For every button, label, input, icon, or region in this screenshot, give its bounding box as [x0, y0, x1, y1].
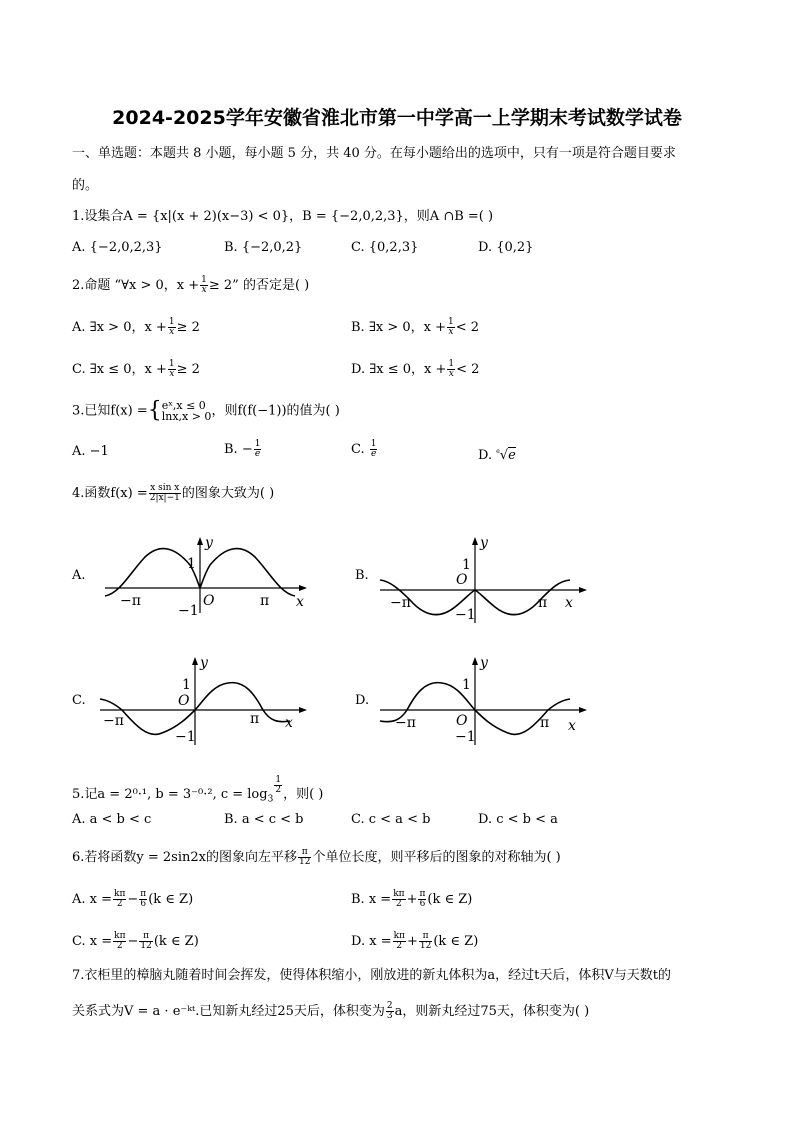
neg-one-label: −1: [455, 729, 476, 745]
x-label: x: [568, 718, 576, 734]
q5-num: 5.: [72, 787, 85, 802]
q2-frac-den: x: [201, 285, 207, 295]
q1-option-c[interactable]: C. {0,2,3}: [351, 240, 419, 255]
q3-text-pre: 已知f(x) =: [84, 403, 148, 419]
q2-d-post: < 2: [456, 362, 480, 377]
q6-text-pre: 若将函数y = 2sin2x的图象向左平移: [84, 850, 297, 865]
q5-frac-num: 1: [275, 775, 282, 785]
q6-a-frac1-num: kπ: [114, 889, 126, 899]
x-arrow-icon: [579, 587, 587, 593]
q6-option-d[interactable]: [351, 932, 478, 951]
q6-a-frac2-den: 6: [140, 899, 147, 909]
graph-a[interactable]: [100, 535, 310, 619]
q5-fraction: [274, 776, 282, 795]
q6-a-frac2: [139, 890, 147, 909]
q2-c-frac: [168, 360, 176, 379]
q6-c-post: (k ∈ Z): [153, 934, 199, 949]
q6-b-pre: B. x =: [351, 892, 392, 907]
q3-text-post: ，则f(f(−1))的值为( ): [211, 403, 340, 419]
neg-one-label: −1: [455, 607, 476, 623]
question-6-stem: [72, 848, 561, 867]
q7-frac-num: 2: [386, 1001, 393, 1011]
one-label: 1: [187, 556, 196, 572]
q3-d-root-index: e: [496, 448, 500, 455]
q2-d-frac-num: 1: [448, 359, 455, 369]
q2-frac-num: 1: [201, 275, 207, 285]
q2-b-frac: [447, 318, 455, 337]
q6-d-frac1-den: 2: [396, 941, 403, 951]
page-title: 2024-2025学年安徽省淮北市第一中学高一上学期末考试数学试卷: [112, 107, 682, 129]
q6-c-pre: C. x =: [72, 934, 113, 949]
q3-b-frac: [254, 440, 262, 459]
section-heading: 一、单选题：本题共 8 小题，每小题 5 分，共 40 分。在每小题给出的选项中，只有一项是符合题目要求: [72, 146, 676, 161]
q3-c-frac-num: 1: [370, 439, 377, 449]
q6-option-a[interactable]: [72, 890, 193, 909]
q3-num: 3.: [72, 403, 85, 419]
q6-a-frac1-den: 2: [116, 899, 123, 909]
q4-text-post: 的图象大致为( ): [181, 486, 275, 501]
origin-label: O: [456, 713, 468, 729]
q6-b-frac2-num: π: [419, 889, 426, 899]
q2-d-frac-den: x: [448, 369, 454, 379]
question-7-line-2: [72, 1002, 589, 1021]
q5-option-b[interactable]: B. a < c < b: [224, 812, 304, 827]
q3-d-radical: √: [499, 448, 509, 463]
q2-c-post: ≥ 2: [176, 362, 200, 377]
q7-num: 7.: [72, 968, 85, 983]
q3-option-d[interactable]: [478, 444, 516, 464]
y-label: y: [480, 655, 488, 671]
q2-b-post: < 2: [455, 320, 480, 335]
q6-d-pre: D. x =: [351, 934, 392, 949]
y-label: y: [200, 655, 208, 671]
q2-a-post: ≥ 2: [176, 320, 200, 335]
q2-a-frac-den: x: [169, 327, 175, 337]
q6-b-frac1-num: kπ: [393, 889, 405, 899]
q3-cases: [162, 400, 212, 422]
graph-c[interactable]: [100, 655, 310, 747]
q6-c-op: −: [127, 934, 139, 949]
q1-text: 设集合A = {x|(x + 2)(x−3) < 0}，B = {−2,0,2,3}，则A ∩B =( ): [84, 209, 494, 224]
origin-label: O: [456, 572, 468, 588]
q7-text-2-pre: 关系式为V = a · e⁻ᵏᵗ.已知新丸经过25天后，体积变为: [72, 1004, 385, 1019]
one-label: 1: [462, 557, 471, 573]
q6-num: 6.: [72, 850, 85, 865]
q6-frac-num: π: [298, 848, 311, 858]
x-label: x: [565, 595, 573, 611]
q3-c-frac-den: e: [370, 449, 377, 459]
y-arrow-icon: [192, 657, 198, 665]
q7-fraction: [386, 1002, 394, 1021]
q7-frac-den: 3: [386, 1011, 393, 1021]
graph-b[interactable]: [380, 535, 590, 625]
q5-text-post: ，则( ): [283, 787, 324, 802]
q5-option-c[interactable]: C. c < a < b: [351, 812, 431, 827]
question-1-stem: [72, 209, 493, 225]
q6-b-frac1: [392, 890, 405, 909]
origin-label: O: [203, 593, 215, 609]
q6-option-c[interactable]: [72, 932, 199, 951]
x-arrow-icon: [299, 707, 307, 713]
neg-pi-label: −π: [390, 595, 411, 611]
q3-left-brace: {: [147, 398, 162, 423]
question-5-stem: [72, 776, 323, 808]
y-arrow-icon: [472, 537, 478, 545]
q2-text-pre: 命题 “∀x > 0，x +: [84, 278, 200, 293]
q3-b-pre: B. −: [224, 442, 253, 457]
q2-fraction: [200, 276, 208, 295]
q7-text-2-post: a，则新丸经过75天，体积变为( ): [394, 1004, 590, 1019]
neg-pi-label: −π: [395, 715, 416, 731]
q6-d-frac1: [393, 932, 406, 951]
q6-c-frac1-den: 2: [116, 941, 123, 951]
x-arrow-icon: [299, 585, 307, 591]
q2-text-post: ≥ 2” 的否定是( ): [208, 278, 310, 293]
q3-option-c[interactable]: [351, 440, 378, 459]
x-label: x: [296, 594, 304, 610]
q4-option-d-label[interactable]: D.: [355, 693, 370, 708]
q6-frac-den: 12: [298, 857, 311, 867]
q7-text-1: 衣柜里的樟脑丸随着时间会挥发，使得体积缩小，刚放进的新丸体积为a，经过t天后，体积V与天数t的: [84, 968, 671, 983]
q6-c-frac1-num: kπ: [114, 931, 126, 941]
q6-fraction: [298, 848, 311, 867]
x-label: x: [285, 715, 293, 731]
q6-d-frac1-num: kπ: [393, 931, 405, 941]
q2-a-frac-num: 1: [168, 317, 175, 327]
q2-b-frac-den: x: [448, 327, 454, 337]
q6-a-frac2-num: π: [140, 889, 147, 899]
q1-num: 1.: [72, 209, 85, 224]
q3-c-frac: [370, 440, 378, 459]
q2-option-b[interactable]: [351, 318, 479, 337]
one-label: 1: [462, 677, 471, 693]
q2-a-pre: A. ∃x > 0，x +: [72, 320, 167, 335]
q3-b-frac-num: 1: [254, 439, 261, 449]
q3-d-radicand: e: [508, 448, 516, 463]
q6-a-frac1: [113, 890, 126, 909]
question-4-stem: [72, 484, 274, 503]
y-arrow-icon: [472, 657, 478, 665]
q6-b-frac1-den: 2: [396, 899, 402, 909]
neg-one-label: −1: [178, 603, 199, 619]
q6-b-frac2: [418, 890, 426, 909]
q6-b-op: +: [406, 892, 418, 907]
q4-option-a-label[interactable]: A.: [72, 568, 86, 583]
question-3-stem: [72, 400, 340, 422]
one-label: 1: [182, 677, 191, 693]
q6-d-post: (k ∈ Z): [433, 934, 479, 949]
q4-frac-den: 2|x|−1: [149, 493, 180, 503]
q5-option-a[interactable]: A. a < b < c: [72, 812, 152, 827]
q6-c-frac1: [113, 932, 126, 951]
q5-text: 记a = 2⁰·¹, b = 3⁻⁰·², c = log: [84, 787, 268, 802]
q3-c-pre: C.: [351, 442, 369, 457]
q4-text-pre: 函数f(x) =: [84, 486, 148, 501]
origin-label: O: [178, 693, 190, 709]
y-label: y: [205, 535, 213, 551]
q6-d-frac2-num: π: [419, 932, 432, 942]
q1-option-d[interactable]: D. {0,2}: [478, 240, 534, 255]
q6-b-post: (k ∈ Z): [427, 892, 473, 907]
graph-d[interactable]: [380, 655, 590, 747]
q4-frac-num: x sin x: [150, 483, 180, 493]
q1-option-a[interactable]: A. {−2,0,2,3}: [72, 240, 163, 255]
neg-one-label: −1: [175, 729, 196, 745]
q6-b-frac2-den: 6: [419, 899, 426, 909]
q3-case-1: eˣ,x ≤ 0: [161, 399, 206, 412]
q4-num: 4.: [72, 486, 85, 501]
y-arrow-icon: [197, 537, 203, 545]
q2-d-pre: D. ∃x ≤ 0，x +: [351, 362, 447, 377]
q6-a-pre: A. x =: [72, 892, 113, 907]
q2-b-pre: B. ∃x > 0，x +: [351, 320, 446, 335]
q6-c-frac2-num: π: [139, 932, 152, 942]
neg-pi-label: −π: [120, 593, 141, 609]
section-heading-cont: 的。: [72, 178, 99, 193]
q2-c-pre: C. ∃x ≤ 0，x +: [72, 362, 167, 377]
pi-label: π: [260, 593, 270, 609]
q3-option-a[interactable]: A. −1: [72, 444, 109, 459]
q5-option-d[interactable]: D. c < b < a: [478, 812, 558, 827]
q3-option-b[interactable]: [224, 440, 262, 459]
q6-a-post: (k ∈ Z): [148, 892, 194, 907]
q4-option-b-label[interactable]: B.: [355, 568, 369, 583]
q2-option-a[interactable]: [72, 318, 200, 337]
q2-option-c[interactable]: [72, 360, 200, 379]
y-label: y: [480, 535, 488, 551]
q6-d-frac2-den: 12: [419, 941, 432, 951]
q5-log-base: 3: [267, 794, 274, 805]
question-2-stem: [72, 276, 309, 295]
q1-option-b[interactable]: B. {−2,0,2}: [224, 240, 303, 255]
q2-a-frac: [168, 318, 176, 337]
question-7-line-1: [72, 968, 671, 984]
q4-option-c-label[interactable]: C.: [72, 693, 86, 708]
q2-b-frac-num: 1: [448, 317, 454, 327]
q5-frac-den: 2: [275, 785, 282, 795]
q2-d-frac: [447, 360, 455, 379]
q3-b-frac-den: e: [254, 449, 261, 459]
pi-label: π: [250, 711, 260, 727]
neg-pi-label: −π: [103, 713, 124, 729]
q3-case-2: lnx,x > 0: [161, 410, 212, 423]
q2-c-frac-num: 1: [168, 359, 175, 369]
q6-text-post: 个单位长度，则平移后的图象的对称轴为( ): [312, 850, 561, 865]
x-arrow-icon: [579, 707, 587, 713]
q6-c-frac2: [139, 932, 152, 951]
q4-fraction: [149, 484, 181, 503]
q2-num: 2.: [72, 278, 85, 293]
pi-label: π: [540, 715, 550, 731]
q3-d-pre: D.: [478, 448, 497, 463]
q2-c-frac-den: x: [169, 369, 175, 379]
q6-a-op: −: [127, 892, 139, 907]
q6-d-op: +: [406, 934, 418, 949]
q6-option-b[interactable]: [351, 890, 472, 909]
q6-c-frac2-den: 12: [140, 941, 152, 951]
q2-option-d[interactable]: [351, 360, 479, 379]
q6-d-frac2: [419, 932, 432, 951]
pi-label: π: [538, 595, 548, 611]
